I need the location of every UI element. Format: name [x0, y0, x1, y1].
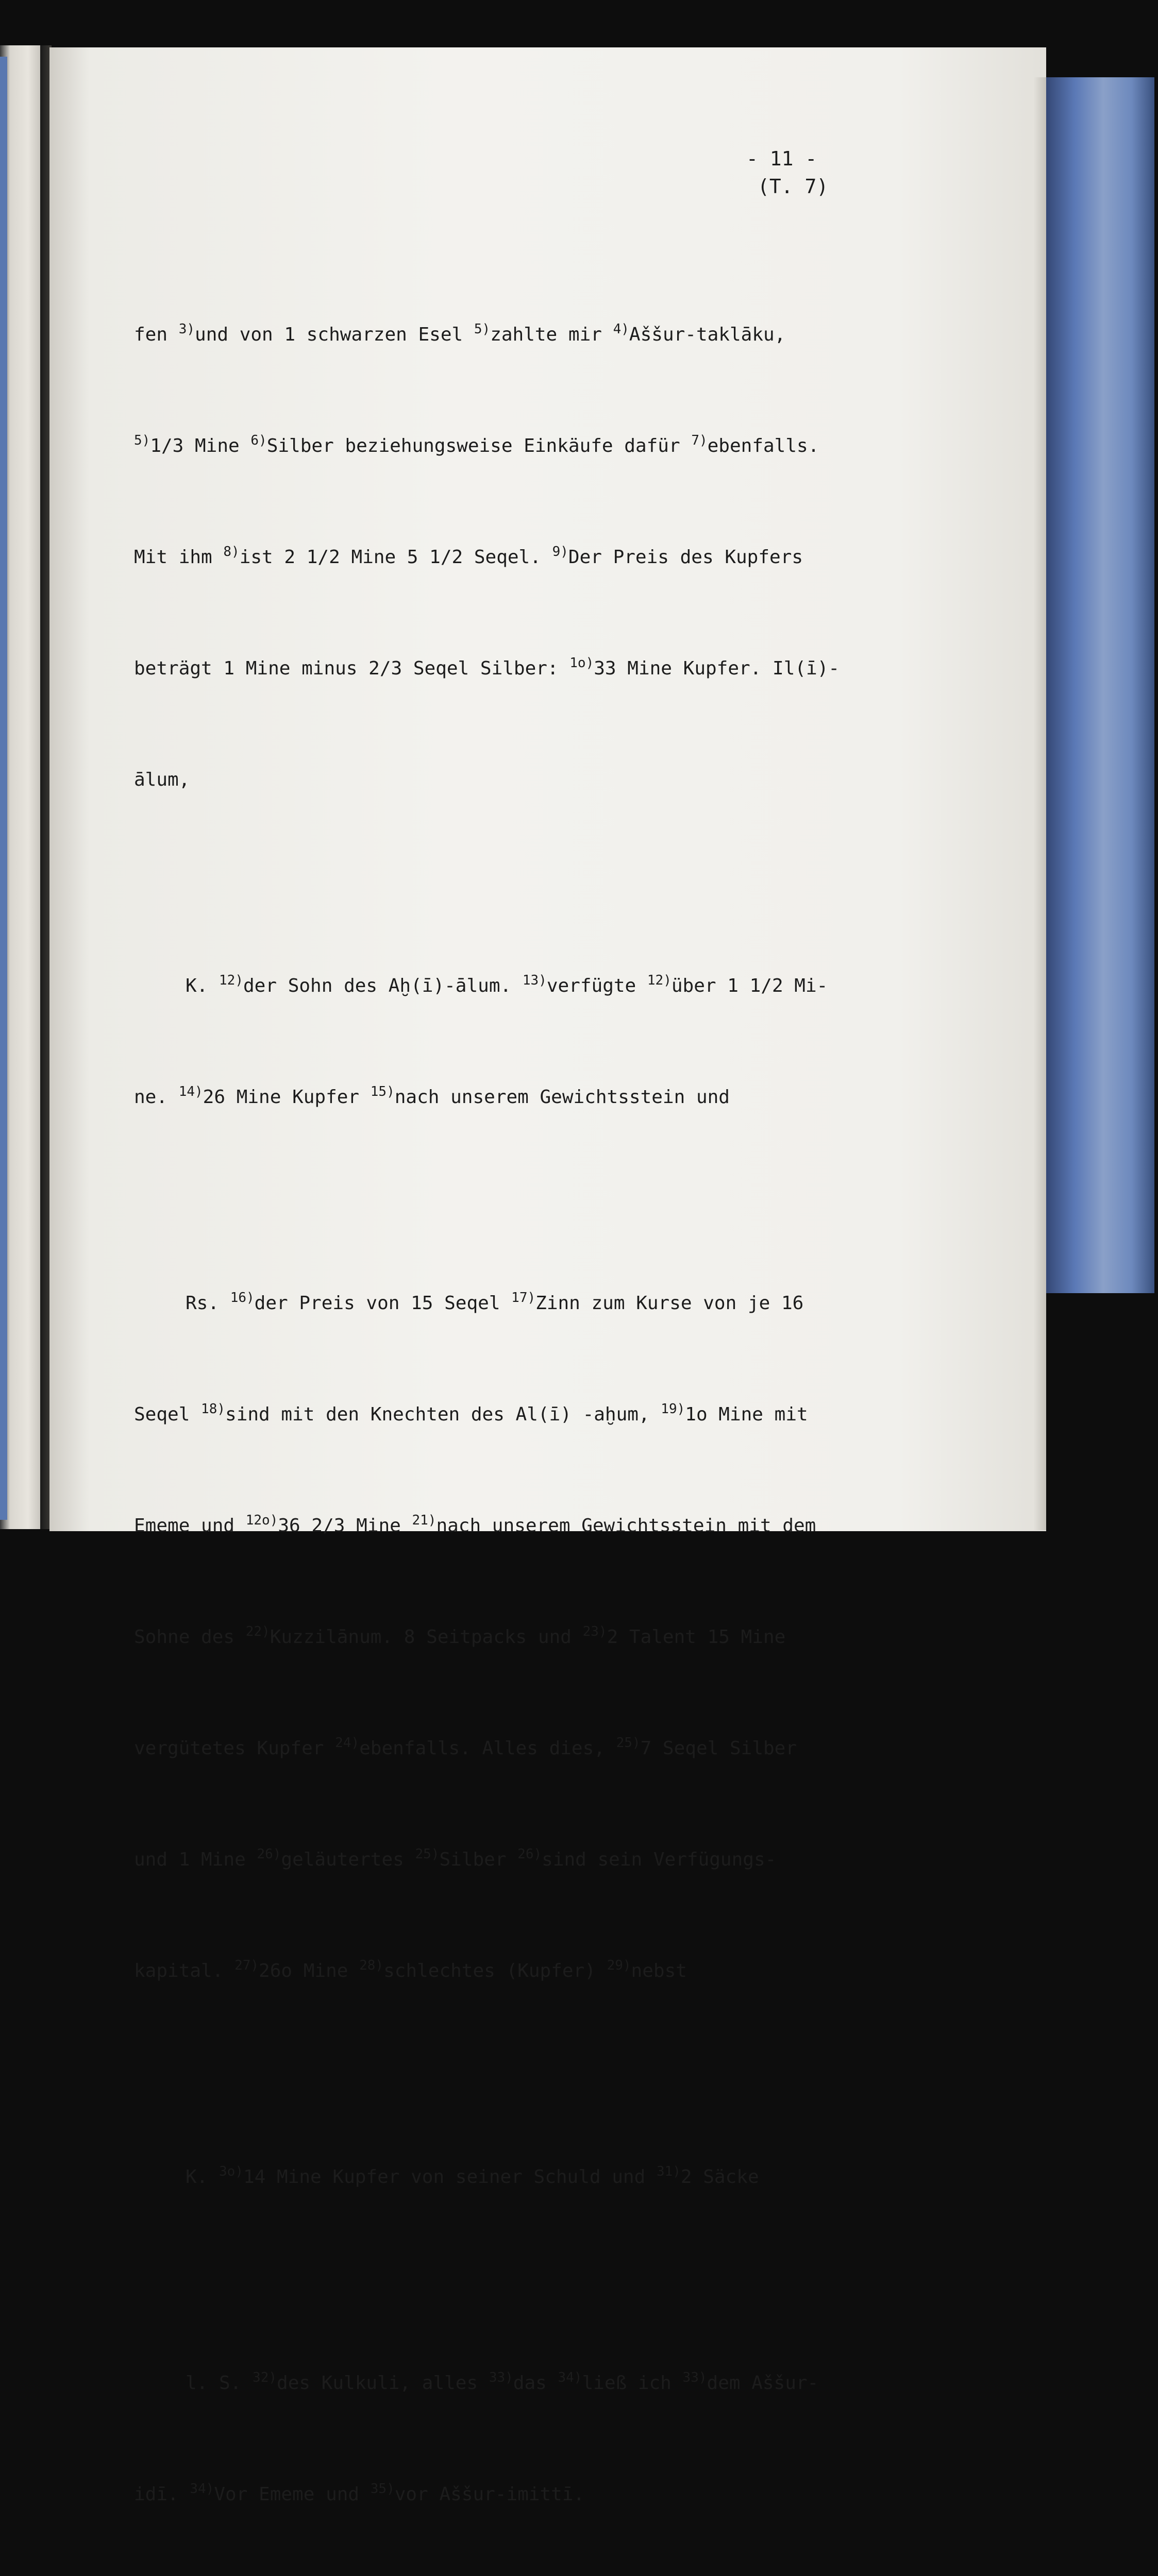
page-stack-edge [1033, 77, 1046, 1530]
text-line: fen $^{3)}$und von 1 schwarzen Esel $^{5)}$zahlte mir $^{4)}$Aššur-taklāku, [134, 321, 786, 345]
text-line: K. $^{3o)}$14 Mine Kupfer von seiner Schuld und $^{31)}$2 Säcke [186, 2164, 759, 2188]
book-cover-right [1041, 77, 1154, 1293]
text-line: vergütetes Kupfer $^{24)}$ebenfalls. Alles dies, $^{25)}$7 Seqel Silber [134, 1735, 797, 1759]
text-line: Mit ihm $^{8)}$ist 2 1/2 Mine 5 1/2 Seqel. $^{9)}$Der Preis des Kupfers [134, 544, 803, 568]
text-line: Sohne des $^{22)}$Kuzzilānum. 8 Seitpacks und $^{23)}$2 Talent 15 Mine [134, 1624, 786, 1648]
tablet-reference: (T. 7) [758, 175, 829, 198]
text-line: Seqel $^{18)}$sind mit den Knechten des Al(ī) -aḫum, $^{19)}$1o Mine mit [134, 1401, 808, 1425]
page-body [134, 242, 897, 2576]
text-line: ne. $^{14)}$26 Mine Kupfer $^{15)}$nach unserem Gewichtsstein und [134, 1084, 730, 1108]
text-line: und 1 Mine $^{26)}$geläutertes $^{25)}$Silber $^{26)}$sind sein Verfügungs- [134, 1846, 777, 1870]
text-line: idī. $^{34)}$Vor Ememe und $^{35)}$vor Aššur-imittī. [134, 2481, 585, 2505]
text-line: l. S. $^{32)}$des Kulkuli, alles $^{33)}$das $^{34)}$ließ ich $^{33)}$dem Aššur- [186, 2370, 819, 2394]
text-line: K. $^{12)}$der Sohn des Aḫ(ī)-ālum. $^{13)}$verfügte $^{12)}$über 1 1/2 Mi- [186, 973, 828, 996]
text-line: Ememe und $^{12o)}$36 2/3 Mine $^{21)}$nach unserem Gewichtsstein mit dem [134, 1513, 816, 1536]
page-number: - 11 - [746, 147, 817, 170]
text-line: beträgt 1 Mine minus 2/3 Seqel Silber: $^{1o)}$33 Mine Kupfer. Il(ī)- [134, 655, 840, 679]
text-line: $^{5)}$1/3 Mine $^{6)}$Silber beziehungsweise Einkäufe dafür $^{7)}$ebenfalls. [134, 433, 819, 456]
book-cover-left [0, 57, 7, 1520]
text-line: Rs. $^{16)}$der Preis von 15 Seqel $^{17)}$Zinn zum Kurse von je 16 [186, 1290, 804, 1314]
text-line: ālum, [134, 769, 190, 790]
text-line: kapital. $^{27)}$26o Mine $^{28)}$schlechtes (Kupfer) $^{29)}$nebst [134, 1958, 687, 1981]
